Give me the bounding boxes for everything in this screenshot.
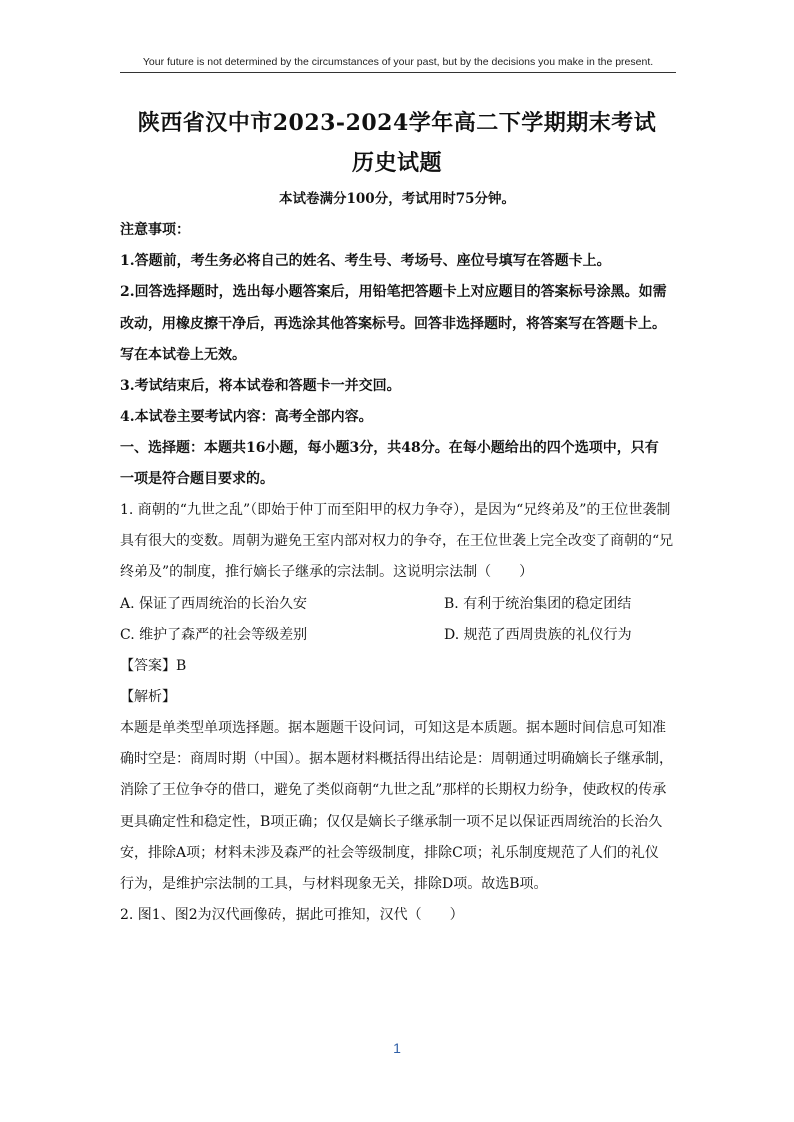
analysis-text: 消除了王位争夺的借口，避免了类似商朝“九世之乱”那样的长期权力纷争，使政权的传承 [120,782,667,798]
notice-item: 3.考试结束后，将本试卷和答题卡一并交回。 [120,378,401,394]
section-heading-cont: 一项是符合题目要求的。 [120,471,274,487]
exam-subtitle: 本试卷满分100分，考试用时75分钟。 [279,191,515,207]
notice-heading: 注意事项： [120,222,190,238]
notice-item: 4.本试卷主要考试内容：高考全部内容。 [120,409,373,425]
section-heading: 一、选择题：本题共16小题，每小题3分，共48分。在每小题给出的四个选项中，只有 [120,440,659,456]
question-stem: 终弟及”的制度，推行嫡长子继承的宗法制。这说明宗法制（ ） [120,564,534,580]
notice-item: 改动，用橡皮擦干净后，再选涂其他答案标号。回答非选择题时，将答案写在答题卡上。 [120,316,666,332]
answer-line: 【答案】B [120,658,187,674]
analysis-text: 安，排除A项；材料未涉及森严的社会等级制度，排除C项；礼乐制度规范了人们的礼仪 [120,845,659,861]
analysis-text: 本题是单类型单项选择题。据本题题干设问词，可知这是本质题。据本题时间信息可知准 [120,720,666,736]
question-stem: 1. 商朝的“九世之乱”（即始于仲丁而至阳甲的权力争夺），是因为“兄终弟及”的王位世袭制 [120,502,671,518]
header-rule [120,72,676,73]
analysis-label: 【解析】 [120,689,176,705]
page-number: 1 [393,1040,401,1056]
option-b: B. 有利于统治集团的稳定团结 [444,596,632,612]
question-stem: 具有很大的变数。周朝为避免王室内部对权力的争夺，在王位世袭上完全改变了商朝的“兄 [120,533,674,549]
analysis-text: 更具确定性和稳定性，B项正确；仅仅是嫡长子继承制一项不足以保证西周统治的长治久 [120,814,663,830]
notice-item: 1.答题前，考生务必将自己的姓名、考生号、考场号、座位号填写在答题卡上。 [120,253,611,269]
header-motto: Your future is not determined by the circumstances of your past, but by the decisions you make in the present. [142,56,654,68]
option-d: D. 规范了西周贵族的礼仪行为 [444,627,632,643]
exam-title: 陕西省汉中市2023-2024学年高二下学期期末考试 [137,110,657,136]
notice-item: 写在本试卷上无效。 [120,347,246,363]
exam-subject: 历史试题 [351,150,442,176]
question-stem: 2. 图1、图2为汉代画像砖，据此可推知，汉代（ ） [120,907,464,923]
notice-item: 2.回答选择题时，选出每小题答案后，用铅笔把答题卡上对应题目的答案标号涂黑。如需 [120,284,667,300]
option-a: A. 保证了西周统治的长治久安 [120,596,308,612]
option-c: C. 维护了森严的社会等级差别 [120,627,308,643]
analysis-text: 确时空是：商周时期（中国）。据本题材料概括得出结论是：周朝通过明确嫡长子继承制， [120,751,673,767]
analysis-text: 行为，是维护宗法制的工具，与材料现象无关，排除D项。故选B项。 [120,876,548,892]
